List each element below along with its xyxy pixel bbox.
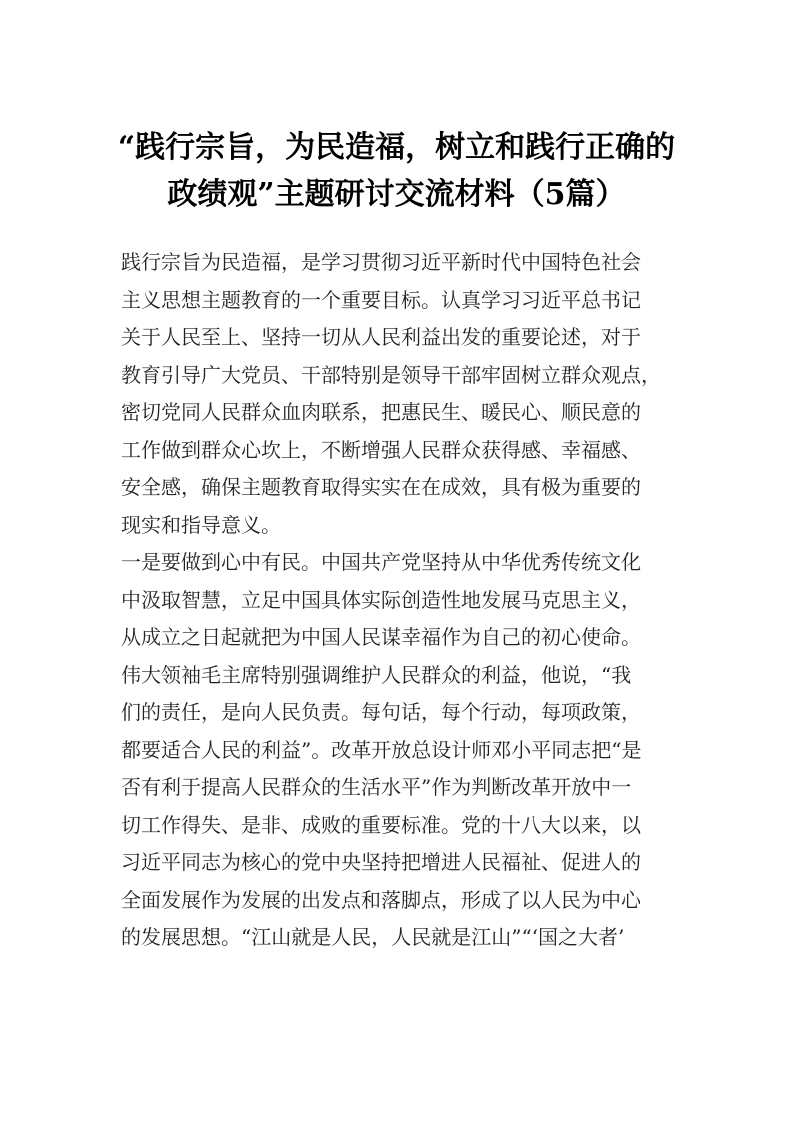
document-body [121, 244, 681, 957]
body-line: 中汲取智慧，立足中国具体实际创造性地发展马克思主义， [121, 587, 641, 612]
body-line: 的发展思想。“江山就是人民，人民就是江山”“‘国之大者’ [121, 925, 625, 949]
body-line: 安全感，确保主题教育取得实实在在成效，具有极为重要的 [121, 475, 641, 499]
body-line: 们的责任，是向人民负责。每句话，每个行动，每项政策， [121, 700, 641, 724]
body-line: 否有利于提高人民群众的生活水平”作为判断改革开放中一 [121, 775, 632, 799]
body-line: 践行宗旨为民造福，是学习贯彻习近平新时代中国特色社会 [121, 250, 641, 274]
body-line: 伟大领袖毛主席特别强调维护人民群众的利益，他说，“我 [121, 662, 632, 687]
body-line: 密切党同人民群众血肉联系，把惠民生、暖民心、顺民意的 [121, 400, 641, 424]
title-line-2: 政绩观”主题研讨交流材料（5篇） [167, 177, 626, 212]
body-line: 工作做到群众心坎上，不断增强人民群众获得感、幸福感、 [121, 437, 641, 462]
body-line: 教育引导广大党员、干部特别是领导干部牢固树立群众观点， [121, 362, 661, 387]
title-line-1: “践行宗旨，为民造福，树立和践行正确的 [117, 130, 676, 165]
document-title [60, 124, 733, 218]
body-line: 切工作得失、是非、成败的重要标准。党的十八大以来，以 [121, 812, 641, 837]
body-line: 全面发展作为发展的出发点和落脚点，形成了以人民为中心 [121, 887, 641, 912]
body-line: 主义思想主题教育的一个重要目标。认真学习习近平总书记 [121, 287, 641, 312]
body-line: 关于人民至上、坚持一切从人民利益出发的重要论述，对于 [121, 325, 641, 349]
body-line: 一是要做到心中有民。中国共产党坚持从中华优秀传统文化 [121, 550, 641, 574]
body-line: 习近平同志为核心的党中央坚持把增进人民福祉、促进人的 [121, 850, 641, 874]
body-line: 现实和指导意义。 [121, 512, 281, 537]
body-line: 都要适合人民的利益”。改革开放总设计师邓小平同志把“是 [121, 737, 642, 762]
body-line: 从成立之日起就把为中国人民谋幸福作为自己的初心使命。 [121, 625, 641, 649]
